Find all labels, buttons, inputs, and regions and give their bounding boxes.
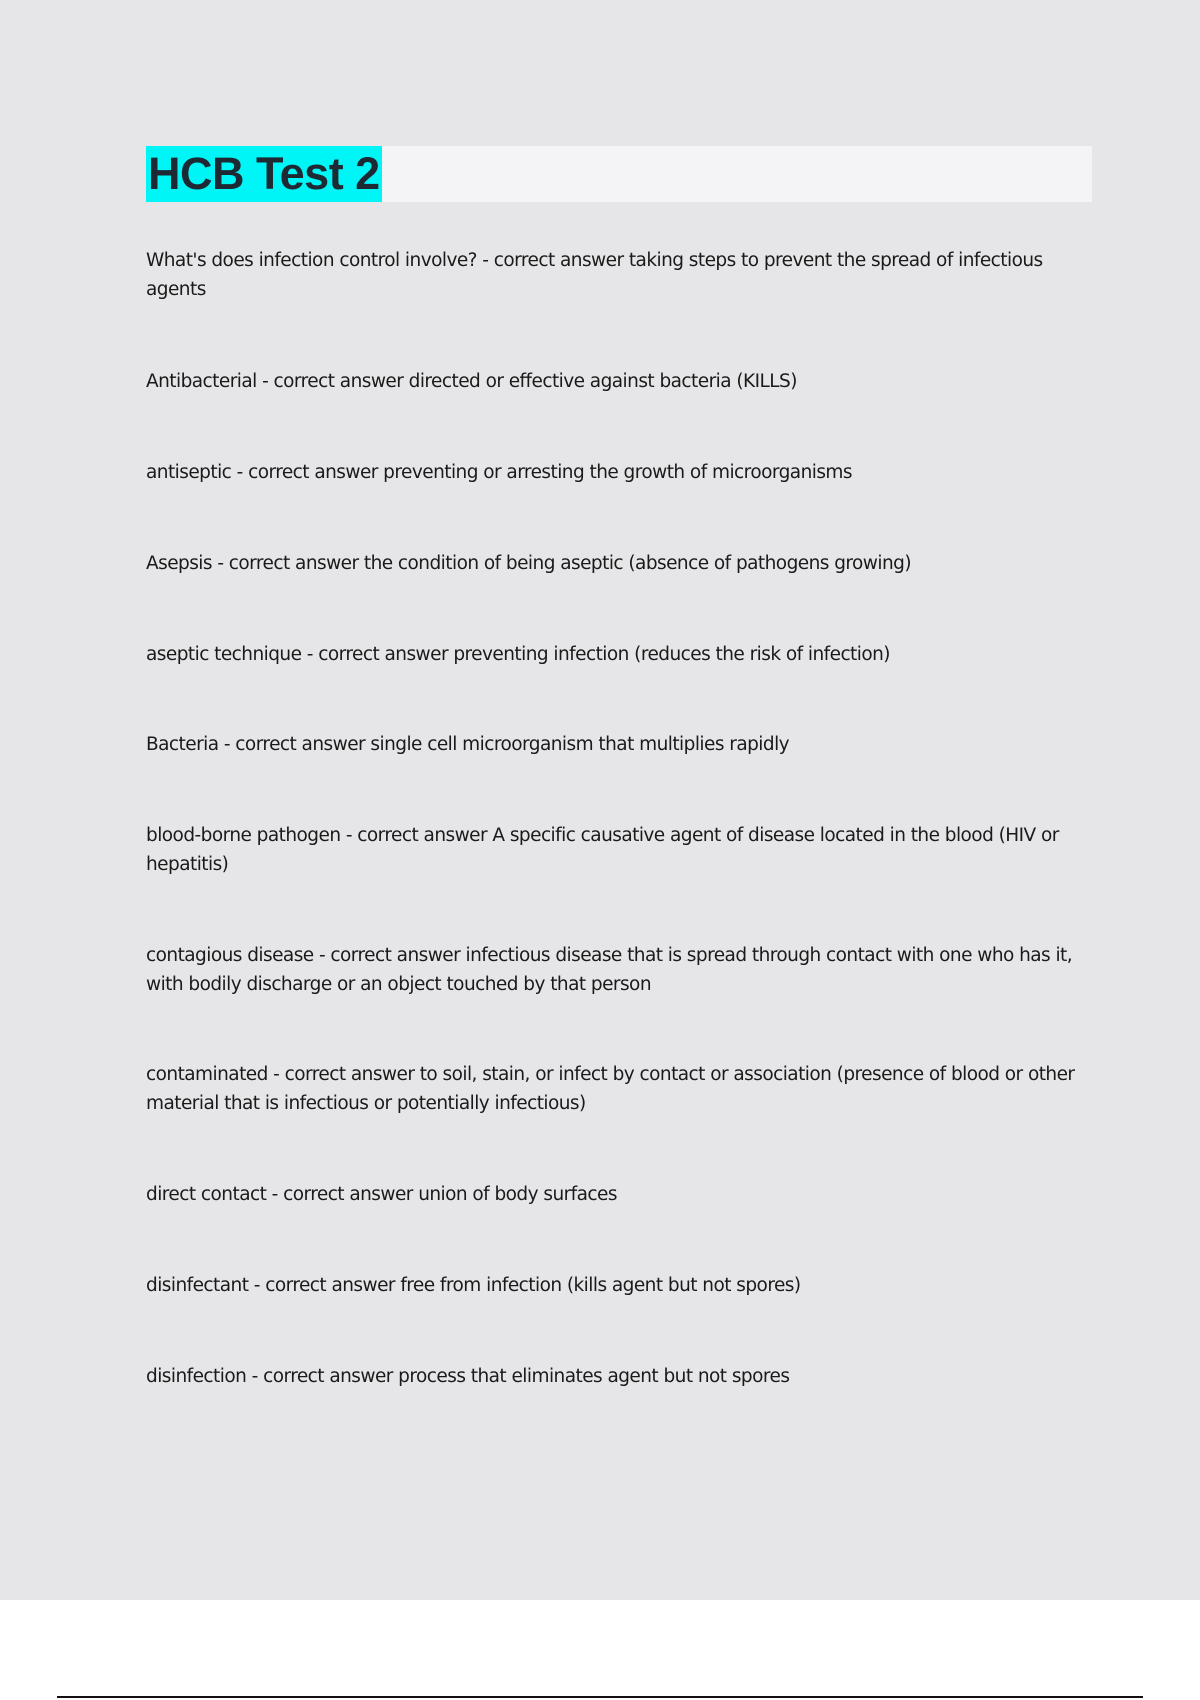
qa-item: Bacteria - correct answer single cell microorganism that multiplies rapidly [146,734,790,755]
document-title: HCB Test 2 [146,146,382,202]
qa-item: disinfectant - correct answer free from infection (kills agent but not spores) [146,1275,801,1296]
qa-item: aseptic technique - correct answer preventing infection (reduces the risk of infection) [146,644,890,665]
qa-item: blood-borne pathogen - correct answer A specific causative agent of disease located in the blood (HIV or hepatitis) [146,825,1059,875]
qa-item: antiseptic - correct answer preventing or arresting the growth of microorganisms [146,462,852,483]
qa-item: What's does infection control involve? - correct answer taking steps to prevent the spread of infectious agents [146,250,1043,300]
qa-item: Antibacterial - correct answer directed or effective against bacteria (KILLS) [146,371,797,392]
qa-list [146,246,1092,1391]
qa-item: contaminated - correct answer to soil, stain, or infect by contact or association (presence of blood or other material that is infectious or potentially infectious) [146,1064,1075,1114]
qa-item: direct contact - correct answer union of body surfaces [146,1184,617,1205]
footer-divider [57,1696,1143,1698]
qa-item: contagious disease - correct answer infectious disease that is spread through contact with one who has it, with bodily discharge or an object touched by that person [146,945,1073,995]
qa-item: disinfection - correct answer process that eliminates agent but not spores [146,1366,790,1387]
qa-item: Asepsis - correct answer the condition of being aseptic (absence of pathogens growing) [146,553,912,574]
